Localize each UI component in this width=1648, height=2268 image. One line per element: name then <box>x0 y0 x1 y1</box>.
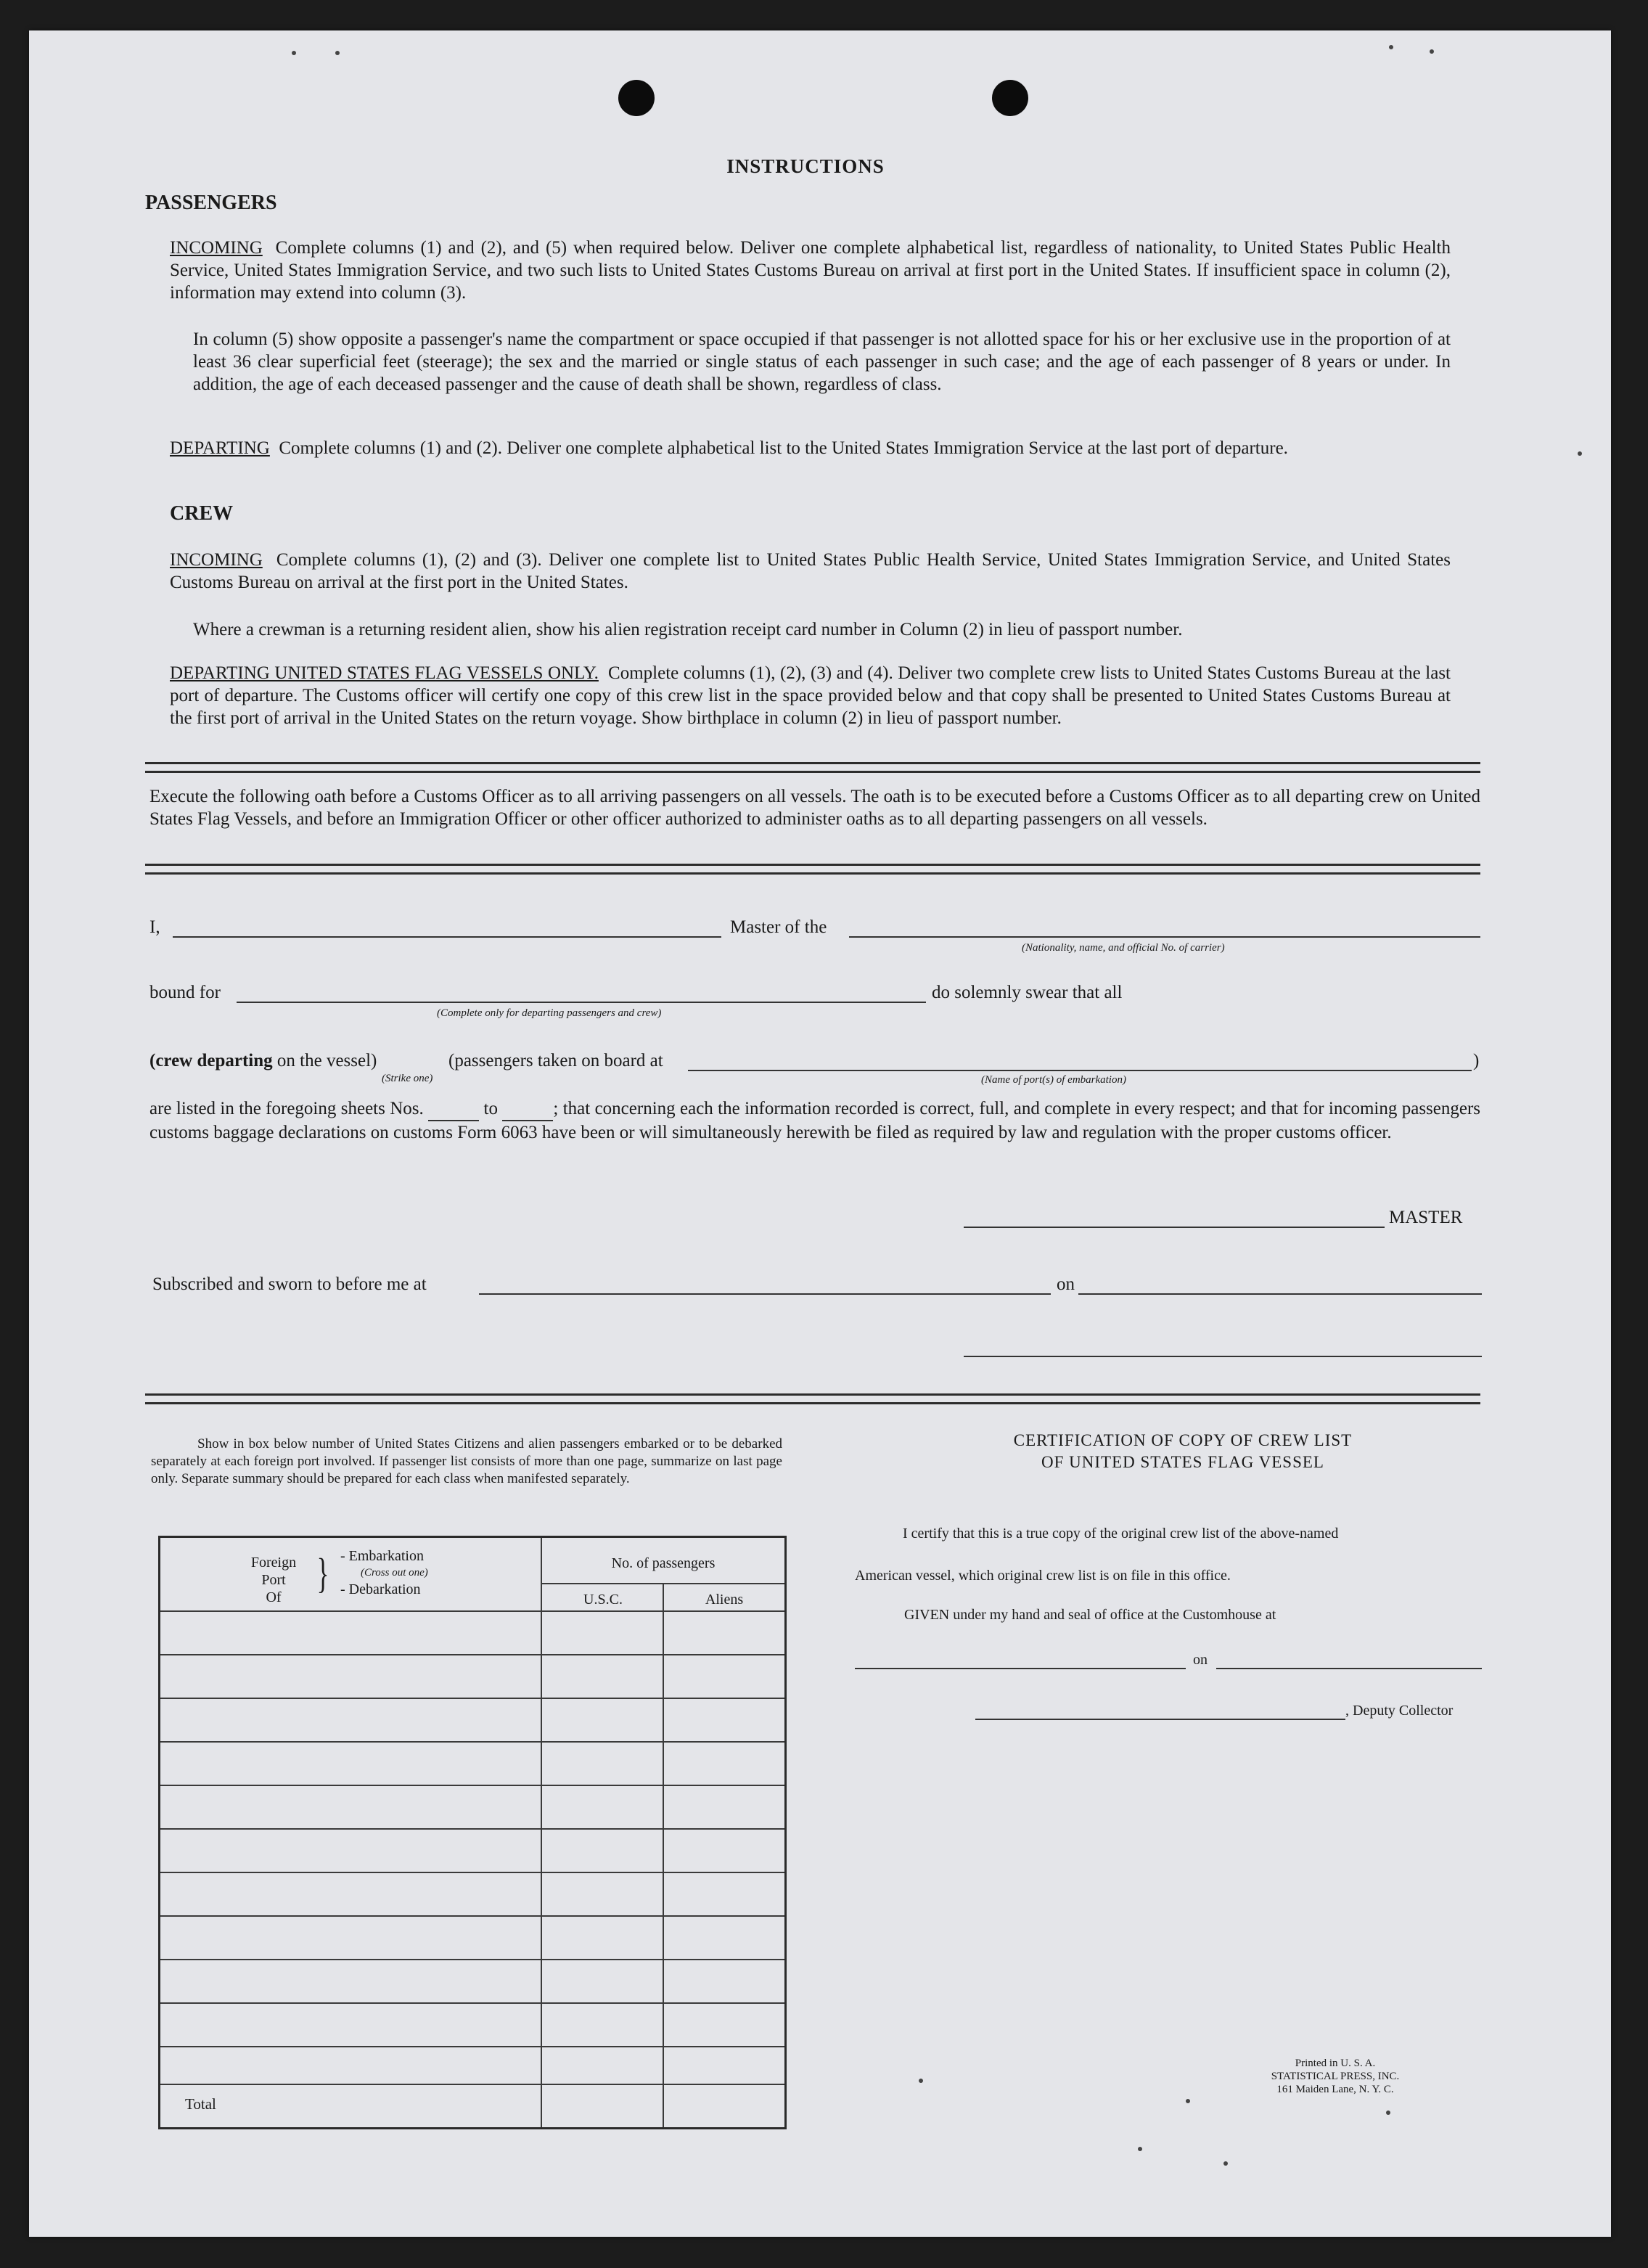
sworn-place-field[interactable] <box>479 1293 1051 1295</box>
deputy-collector-label: , Deputy Collector <box>1345 1703 1454 1719</box>
sheet-from-field[interactable] <box>428 1097 479 1121</box>
master-name-field[interactable] <box>173 936 721 938</box>
passengers-departing-paragraph <box>170 437 1451 459</box>
table-row <box>160 1828 784 1830</box>
header-bottom-rule <box>160 1610 784 1612</box>
imprint-line2: STATISTICAL PRESS, INC. <box>1271 2071 1400 2082</box>
divider-2 <box>145 864 1480 875</box>
scan-speck <box>1386 2111 1390 2115</box>
divider-1 <box>145 762 1480 773</box>
solemnly-swear-text: do solemnly swear that all <box>932 983 1123 1002</box>
table-row <box>160 2084 784 2085</box>
printer-imprint <box>1226 2057 1444 2096</box>
subscribed-label: Subscribed and sworn to before me at <box>152 1274 427 1294</box>
table-row <box>160 1959 784 1960</box>
carrier-field[interactable] <box>849 936 1480 938</box>
table-row <box>160 1698 784 1699</box>
scan-speck <box>292 51 296 55</box>
certification-on-label: on <box>1193 1652 1208 1668</box>
scan-speck <box>919 2079 923 2083</box>
sworn-date-field[interactable] <box>1078 1293 1482 1295</box>
table-row <box>160 1741 784 1743</box>
sheet-to-field[interactable] <box>502 1097 553 1121</box>
table-row <box>160 2002 784 2004</box>
passengers-departing-label: DEPARTING <box>170 438 270 458</box>
listed-paragraph <box>149 1097 1480 1144</box>
scan-speck <box>1138 2147 1142 2151</box>
crew-departing-text: Complete columns (1), (2), (3) and (4). Deliver two complete crew lists to United States Customs Bureau at the last port of departure. The Customs officer will certify one copy of this crew list in the space provided below and that copy shall be presented to United States Customs Bureau at the first port of arrival in the United States on the return voyage. Show birthplace in column (2) in lieu of passport number. <box>170 663 1451 728</box>
scan-speck <box>335 51 340 55</box>
sworn-on-label: on <box>1057 1274 1075 1294</box>
column5-paragraph: In column (5) show opposite a passenger's name the compartment or space occupied if that passenger is not allotted space for his or her exclusive use in the proportion of at least 36 clear superficial feet (steerage); the sex and the married or single status of each passenger in such case; and the age of each passenger of 8 years or under. In addition, the age of each deceased passenger and the cause of death shall be shown, regardless of class. <box>193 329 1451 394</box>
passengers-departing-text: Complete columns (1) and (2). Deliver one complete alphabetical list to the United States Immigration Service at the last port of departure. <box>279 438 1288 458</box>
officer-signature-field[interactable] <box>964 1356 1482 1357</box>
usc-header: U.S.C. <box>583 1592 623 1608</box>
certification-title-line2: OF UNITED STATES FLAG VESSEL <box>1041 1453 1324 1471</box>
port-label: Port <box>261 1572 286 1588</box>
form-page <box>29 30 1611 2237</box>
passengers-heading: PASSENGERS <box>145 192 277 214</box>
table-row <box>160 1654 784 1655</box>
summary-instructions: Show in box below number of United States Citizens and alien passengers embarked or to be debarked separately at each foreign port involved. If passenger list consists of more than one page, summarize on last page only. Separate summary should be prepared for each class when manifested separately. <box>151 1436 782 1486</box>
table-row <box>160 1915 784 1917</box>
crew-departing-strike-text: (crew departing <box>149 1051 273 1070</box>
foreign-port-of-label <box>230 1554 317 1606</box>
brace-icon: } <box>316 1549 329 1597</box>
passengers-incoming-label: INCOMING <box>170 238 263 258</box>
scan-speck <box>1186 2099 1190 2103</box>
customhouse-field[interactable] <box>855 1668 1186 1669</box>
listed-end-text: ; that concerning each the information recorded is correct, full, and complete in every respect; and that for incoming passengers customs baggage declarations on customs Form 6063 have been or will simultaneously herewith be filed as required by law and regulation with the proper customs officer. <box>149 1099 1481 1142</box>
deputy-collector-signature-field[interactable] <box>975 1719 1345 1720</box>
certify-line2: American vessel, which original crew list is on file in this office. <box>855 1568 1231 1584</box>
of-label: Of <box>266 1589 282 1605</box>
certification-title-line1: CERTIFICATION OF COPY OF CREW LIST <box>1013 1431 1353 1449</box>
master-label: MASTER <box>1389 1208 1463 1227</box>
certification-title <box>885 1430 1480 1473</box>
strike-one-caption: (Strike one) <box>382 1073 433 1084</box>
to-text: to <box>483 1099 498 1118</box>
instructions-title: INSTRUCTIONS <box>726 155 885 177</box>
debarkation-label: - Debarkation <box>340 1581 421 1597</box>
crew-incoming-text: Complete columns (1), (2) and (3). Deliver one complete list to United States Public Health Service, United States Immigration Service, and United States Customs Bureau on arrival at the first port in the United States. <box>170 550 1451 592</box>
bound-for-label: bound for <box>149 983 221 1002</box>
master-of-the-label: Master of the <box>730 917 827 937</box>
crew-incoming-label: INCOMING <box>170 550 263 570</box>
carrier-caption: (Nationality, name, and official No. of carrier) <box>1022 942 1225 954</box>
oath-i-label: I, <box>149 917 160 937</box>
divider-3 <box>145 1393 1480 1404</box>
passengers-incoming-text: Complete columns (1) and (2), and (5) when required below. Deliver one complete alphabetical list, regardless of nationality, to United States Public Health Service, United States Immigration Service, and two such lists to United States Customs Bureau on arrival at first port in the United States. If insufficient space in column (2), information may extend into column (3). <box>170 238 1451 303</box>
oath-intro: Execute the following oath before a Customs Officer as to all arriving passengers on all vessels. The oath is to be executed before a Customs Officer as to all departing crew on United States Flag Vessels, and before an Immigration Officer or other officer authorized to administer oaths as to all departing passengers on all vessels. <box>149 787 1480 829</box>
embarkation-port-field[interactable] <box>688 1070 1472 1071</box>
port-caption: (Name of port(s) of embarkation) <box>981 1074 1126 1086</box>
crew-incoming-paragraph <box>170 549 1451 594</box>
bound-for-caption: (Complete only for departing passengers and crew) <box>437 1007 662 1019</box>
imprint-line3: 161 Maiden Lane, N. Y. C. <box>1276 2084 1394 2095</box>
certification-date-field[interactable] <box>1216 1668 1482 1669</box>
punch-hole-left <box>618 80 655 116</box>
cross-out-caption: (Cross out one) <box>361 1567 428 1579</box>
crew-departing-option <box>149 1051 377 1071</box>
crew-departing-paragraph <box>170 662 1451 729</box>
given-line: GIVEN under my hand and seal of office at the Customhouse at <box>904 1607 1276 1623</box>
crew-departing-label: DEPARTING UNITED STATES FLAG VESSELS ONLY. <box>170 663 599 683</box>
crew-heading: CREW <box>170 502 234 525</box>
table-row <box>160 1785 784 1786</box>
bound-for-field[interactable] <box>237 1002 926 1003</box>
embarkation-label: - Embarkation <box>340 1548 424 1564</box>
imprint-line1: Printed in U. S. A. <box>1295 2058 1376 2069</box>
passengers-incoming-paragraph <box>170 237 1451 304</box>
scan-speck <box>1223 2161 1228 2166</box>
passenger-summary-table <box>158 1536 787 2129</box>
foreign-label: Foreign <box>250 1555 297 1571</box>
passengers-subheader-rule <box>541 1583 784 1584</box>
close-paren: ) <box>1473 1051 1480 1070</box>
table-row <box>160 2046 784 2047</box>
master-signature-field[interactable] <box>964 1227 1385 1228</box>
table-row <box>160 1872 784 1873</box>
punch-hole-right <box>992 80 1028 116</box>
port-column-divider <box>541 1538 542 2127</box>
scan-speck <box>1389 45 1393 49</box>
scan-speck <box>1430 49 1434 54</box>
no-of-passengers-header: No. of passengers <box>611 1555 716 1571</box>
listed-start-text: are listed in the foregoing sheets Nos. <box>149 1099 424 1118</box>
total-label: Total <box>185 2095 216 2113</box>
scan-speck <box>1578 451 1582 456</box>
passengers-taken-text: (passengers taken on board at <box>448 1051 663 1070</box>
aliens-header: Aliens <box>705 1592 744 1608</box>
crewman-paragraph: Where a crewman is a returning resident alien, show his alien registration receipt card number in Column (2) in lieu of passport number. <box>193 620 1183 639</box>
on-the-vessel-text: on the vessel) <box>276 1051 377 1070</box>
certify-line1: I certify that this is a true copy of the original crew list of the above-named <box>903 1526 1339 1542</box>
